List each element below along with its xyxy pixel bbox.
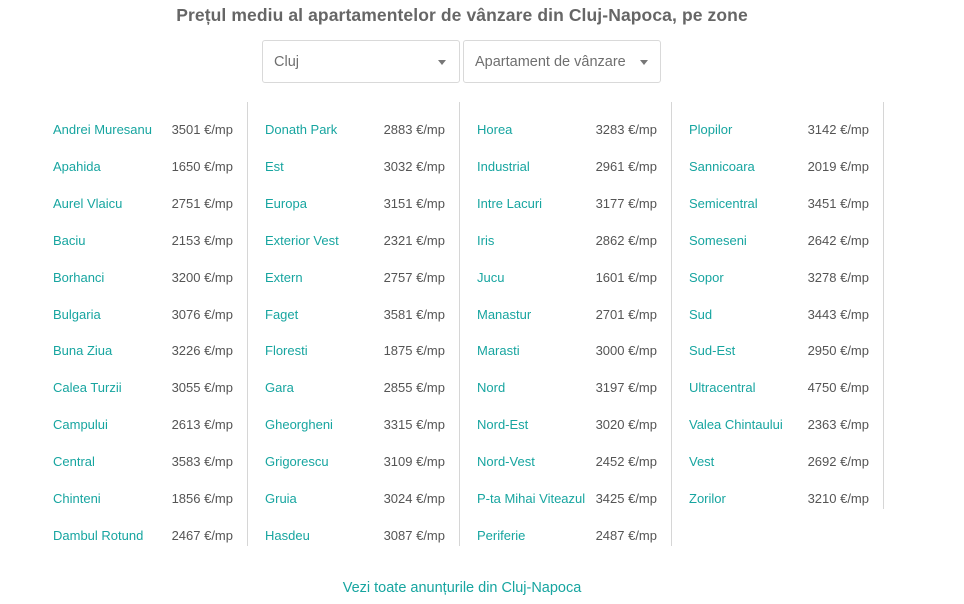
zone-column-4 bbox=[672, 102, 884, 509]
zone-row bbox=[265, 157, 445, 177]
zone-link[interactable]: Valea Chintaului bbox=[689, 417, 783, 433]
zone-price: 3151 €/mp bbox=[383, 195, 445, 211]
chevron-down-icon bbox=[640, 60, 648, 65]
property-type-select-value: Apartament de vânzare bbox=[475, 54, 626, 70]
zone-link[interactable]: Borhanci bbox=[53, 269, 105, 285]
zone-link[interactable]: P-ta Mihai Viteazul bbox=[477, 491, 586, 506]
zone-price: 2467 €/mp bbox=[171, 527, 233, 543]
zone-price: 2757 €/mp bbox=[383, 269, 445, 285]
zone-price: 3109 €/mp bbox=[383, 454, 445, 470]
zone-row bbox=[265, 415, 445, 435]
zone-row bbox=[53, 526, 233, 546]
zone-row bbox=[265, 194, 445, 214]
zone-row bbox=[689, 194, 869, 214]
zone-row bbox=[689, 268, 869, 288]
zone-row bbox=[689, 305, 869, 325]
zone-link[interactable]: Buna Ziua bbox=[53, 343, 113, 359]
city-select-value: Cluj bbox=[274, 54, 299, 70]
zone-row bbox=[477, 194, 657, 214]
zone-link[interactable]: Nord-Est bbox=[477, 417, 529, 433]
zone-link[interactable]: Marasti bbox=[477, 343, 520, 359]
city-select[interactable] bbox=[262, 40, 460, 83]
zone-link[interactable]: Chinteni bbox=[53, 491, 101, 506]
zone-price: 3197 €/mp bbox=[595, 380, 657, 396]
zone-link[interactable]: Gruia bbox=[265, 491, 297, 506]
zone-link[interactable]: Europa bbox=[265, 195, 307, 211]
zone-link[interactable]: Floresti bbox=[265, 343, 308, 359]
zone-price: 3032 €/mp bbox=[383, 158, 445, 174]
zone-price: 2950 €/mp bbox=[807, 343, 869, 359]
zone-row bbox=[477, 305, 657, 325]
zone-row bbox=[689, 120, 869, 140]
zone-price: 1856 €/mp bbox=[171, 491, 233, 506]
zone-link[interactable]: Iris bbox=[477, 232, 495, 248]
zone-link[interactable]: Plopilor bbox=[689, 122, 733, 137]
zone-row bbox=[689, 452, 869, 472]
zone-price: 2701 €/mp bbox=[595, 306, 657, 322]
zone-price: 3200 €/mp bbox=[171, 269, 233, 285]
zone-price: 3283 €/mp bbox=[595, 122, 657, 137]
zone-link[interactable]: Someseni bbox=[689, 232, 747, 248]
zone-row bbox=[53, 415, 233, 435]
zone-link[interactable]: Semicentral bbox=[689, 195, 758, 211]
zone-row bbox=[53, 268, 233, 288]
zone-price: 3425 €/mp bbox=[595, 491, 657, 506]
zone-row bbox=[689, 341, 869, 361]
zone-price: 1601 €/mp bbox=[595, 269, 657, 285]
zone-price: 3315 €/mp bbox=[383, 417, 445, 433]
zone-price: 3581 €/mp bbox=[383, 306, 445, 322]
zone-row bbox=[689, 489, 869, 509]
zone-row bbox=[689, 415, 869, 435]
zone-link[interactable]: Gara bbox=[265, 380, 294, 396]
zone-row bbox=[477, 378, 657, 398]
zone-link[interactable]: Bulgaria bbox=[53, 306, 101, 322]
zone-column-2 bbox=[248, 102, 460, 546]
zone-row bbox=[53, 120, 233, 140]
zone-row bbox=[53, 341, 233, 361]
zone-row bbox=[477, 489, 657, 509]
zone-price: 3024 €/mp bbox=[383, 491, 445, 506]
zone-price: 1650 €/mp bbox=[171, 158, 233, 174]
zone-price: 3177 €/mp bbox=[595, 195, 657, 211]
zone-price: 3226 €/mp bbox=[171, 343, 233, 359]
zone-link[interactable]: Aurel Vlaicu bbox=[53, 195, 123, 211]
zone-row bbox=[53, 305, 233, 325]
zone-price: 3020 €/mp bbox=[595, 417, 657, 433]
zone-link[interactable]: Intre Lacuri bbox=[477, 195, 543, 211]
zone-row bbox=[53, 157, 233, 177]
zone-link[interactable]: Sud-Est bbox=[689, 343, 736, 359]
zone-link[interactable]: Sopor bbox=[689, 269, 724, 285]
zone-link[interactable]: Vest bbox=[689, 454, 715, 470]
zone-price: 2153 €/mp bbox=[171, 232, 233, 248]
property-type-select[interactable] bbox=[463, 40, 661, 83]
zone-price: 3055 €/mp bbox=[171, 380, 233, 396]
zone-row bbox=[265, 305, 445, 325]
zone-row bbox=[689, 157, 869, 177]
zone-link[interactable]: Hasdeu bbox=[265, 527, 310, 543]
zone-link[interactable]: Apahida bbox=[53, 158, 101, 174]
zone-row bbox=[265, 268, 445, 288]
zone-row bbox=[53, 378, 233, 398]
zone-row bbox=[53, 452, 233, 472]
zone-link[interactable]: Campului bbox=[53, 417, 108, 433]
zone-price: 2363 €/mp bbox=[807, 417, 869, 433]
zone-link[interactable]: Sud bbox=[689, 306, 713, 322]
zone-price: 3087 €/mp bbox=[383, 527, 445, 543]
zone-price: 1875 €/mp bbox=[383, 343, 445, 359]
zone-price: 2019 €/mp bbox=[807, 158, 869, 174]
zone-row bbox=[689, 231, 869, 251]
zone-price: 3443 €/mp bbox=[807, 306, 869, 322]
zone-price: 3000 €/mp bbox=[595, 343, 657, 359]
zone-row bbox=[265, 489, 445, 509]
zone-price: 3142 €/mp bbox=[807, 122, 869, 137]
zone-link[interactable]: Ultracentral bbox=[689, 380, 756, 396]
zone-link[interactable]: Grigorescu bbox=[265, 454, 329, 470]
zone-row bbox=[265, 120, 445, 140]
zone-link[interactable]: Est bbox=[265, 158, 284, 174]
zone-row bbox=[477, 157, 657, 177]
zone-row bbox=[265, 231, 445, 251]
zone-price: 2692 €/mp bbox=[807, 454, 869, 470]
zone-price: 2855 €/mp bbox=[383, 380, 445, 396]
zone-row bbox=[477, 452, 657, 472]
view-all-listings-link[interactable]: Vezi toate anunțurile din Cluj-Napoca bbox=[342, 580, 582, 596]
zone-link[interactable]: Horea bbox=[477, 122, 513, 137]
zone-link[interactable]: Industrial bbox=[477, 158, 530, 174]
page-title: Prețul mediu al apartamentelor de vânzare din Cluj-Napoca, pe zone bbox=[176, 5, 748, 25]
zone-link[interactable]: Jucu bbox=[477, 269, 505, 285]
zone-price: 2487 €/mp bbox=[595, 527, 657, 543]
zone-link[interactable]: Manastur bbox=[477, 306, 532, 322]
zone-row bbox=[265, 341, 445, 361]
zone-link[interactable]: Baciu bbox=[53, 232, 86, 248]
zone-price: 2452 €/mp bbox=[595, 454, 657, 470]
zone-link[interactable]: Dambul Rotund bbox=[53, 527, 144, 543]
zone-row bbox=[265, 526, 445, 546]
zone-price: 3451 €/mp bbox=[807, 195, 869, 211]
zone-price: 2883 €/mp bbox=[383, 122, 445, 137]
zone-row bbox=[477, 268, 657, 288]
zone-link[interactable]: Periferie bbox=[477, 527, 526, 543]
zone-link[interactable]: Nord bbox=[477, 380, 506, 396]
zone-price: 2642 €/mp bbox=[807, 232, 869, 248]
zone-link[interactable]: Calea Turzii bbox=[53, 380, 122, 396]
zone-row bbox=[265, 452, 445, 472]
zone-row bbox=[477, 526, 657, 546]
zone-row bbox=[265, 378, 445, 398]
zone-price: 4750 €/mp bbox=[807, 380, 869, 396]
zone-link[interactable]: Central bbox=[53, 454, 95, 470]
zone-price: 3583 €/mp bbox=[171, 454, 233, 470]
zone-price: 2321 €/mp bbox=[383, 232, 445, 248]
zone-row bbox=[477, 231, 657, 251]
zone-row bbox=[477, 415, 657, 435]
zone-link[interactable]: Extern bbox=[265, 269, 303, 285]
zone-row bbox=[689, 378, 869, 398]
zone-row bbox=[477, 120, 657, 140]
zone-price: 2613 €/mp bbox=[171, 417, 233, 433]
zone-link[interactable]: Faget bbox=[265, 306, 299, 322]
zone-link[interactable]: Nord-Vest bbox=[477, 454, 535, 470]
zone-price: 3210 €/mp bbox=[807, 491, 869, 506]
chevron-down-icon bbox=[438, 60, 446, 65]
zone-column-3 bbox=[460, 102, 672, 546]
zone-price: 3501 €/mp bbox=[171, 122, 233, 137]
zone-link[interactable]: Andrei Muresanu bbox=[53, 122, 152, 137]
zone-link[interactable]: Sannicoara bbox=[689, 158, 755, 174]
zone-column-1 bbox=[36, 102, 248, 546]
zone-price: 2751 €/mp bbox=[171, 195, 233, 211]
zone-row bbox=[477, 341, 657, 361]
zone-link[interactable]: Gheorgheni bbox=[265, 417, 333, 433]
zone-price: 3076 €/mp bbox=[171, 306, 233, 322]
zone-price: 3278 €/mp bbox=[807, 269, 869, 285]
zone-row bbox=[53, 194, 233, 214]
zone-price: 2961 €/mp bbox=[595, 158, 657, 174]
zone-link[interactable]: Exterior Vest bbox=[265, 232, 339, 248]
zone-row bbox=[53, 489, 233, 509]
zone-row bbox=[53, 231, 233, 251]
zone-link[interactable]: Zorilor bbox=[689, 491, 726, 506]
zone-link[interactable]: Donath Park bbox=[265, 122, 338, 137]
zone-price: 2862 €/mp bbox=[595, 232, 657, 248]
